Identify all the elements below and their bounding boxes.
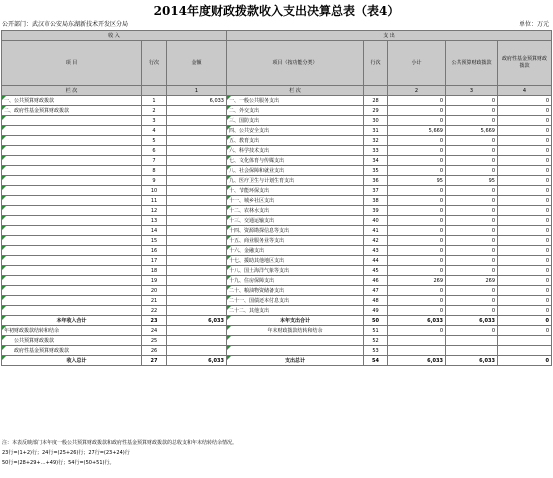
table-row <box>2 106 552 116</box>
income-rowno-cell: 7 <box>142 156 167 166</box>
gov-fund-cell: 0 <box>498 186 552 196</box>
public-budget-cell: 0 <box>446 116 498 126</box>
income-item-cell <box>2 296 142 306</box>
income-item-cell <box>2 206 142 216</box>
income-rowno-cell: 4 <box>142 126 167 136</box>
income-rowno-cell: 3 <box>142 116 167 126</box>
table-row <box>2 246 552 256</box>
expense-rowno-cell: 47 <box>364 286 388 296</box>
gov-fund-cell: 0 <box>498 106 552 116</box>
income-amount-cell <box>167 346 227 356</box>
public-budget-cell: 6,033 <box>446 316 498 326</box>
subtotal-cell: 5,669 <box>388 126 446 136</box>
income-amount-cell <box>167 286 227 296</box>
income-item-cell <box>2 196 142 206</box>
notes <box>2 438 550 468</box>
gov-fund-cell: 0 <box>498 176 552 186</box>
table-row <box>2 126 552 136</box>
public-budget-cell: 269 <box>446 276 498 286</box>
expense-rowno-cell: 53 <box>364 346 388 356</box>
income-rowno-cell: 11 <box>142 196 167 206</box>
table-row <box>2 216 552 226</box>
table-row <box>2 186 552 196</box>
subtotal-cell: 0 <box>388 306 446 316</box>
expense-rowno-cell: 34 <box>364 156 388 166</box>
column-index-label: 栏 次 <box>2 86 142 96</box>
gov-fund-cell: 0 <box>498 286 552 296</box>
subtotal-cell: 6,033 <box>388 356 446 366</box>
public-budget-cell: 0 <box>446 216 498 226</box>
income-item-cell <box>2 286 142 296</box>
income-amount-cell: 6,033 <box>167 316 227 326</box>
income-amount-cell <box>167 106 227 116</box>
expense-rowno-cell: 44 <box>364 256 388 266</box>
expense-item-cell: 二十、粮油物资储备支出 <box>227 286 364 296</box>
subtotal-cell: 0 <box>388 256 446 266</box>
expense-item-cell: 一、一般公共服务支出 <box>227 96 364 106</box>
expense-rowno-cell: 50 <box>364 316 388 326</box>
income-item-cell <box>2 226 142 236</box>
subtotal-cell: 0 <box>388 246 446 256</box>
total-row <box>2 356 552 366</box>
expense-rowno-cell: 49 <box>364 306 388 316</box>
expense-header: 支 出 <box>227 31 552 41</box>
income-rowno-cell: 26 <box>142 346 167 356</box>
income-rowno-cell: 25 <box>142 336 167 346</box>
income-amount-cell <box>167 116 227 126</box>
column-index-row <box>2 86 552 96</box>
table-row <box>2 306 552 316</box>
expense-item-header: 项目（按功能分类） <box>227 41 364 86</box>
expense-item-cell: 十四、资源勘探信息等支出 <box>227 226 364 236</box>
gov-fund-cell: 0 <box>498 216 552 226</box>
public-budget-cell <box>446 336 498 346</box>
total-row <box>2 326 552 336</box>
subtotal-cell: 0 <box>388 326 446 336</box>
expense-rowno-cell: 38 <box>364 196 388 206</box>
column-index-label-right: 栏 次 <box>227 86 364 96</box>
gov-fund-cell: 0 <box>498 326 552 336</box>
subtotal-cell: 0 <box>388 216 446 226</box>
public-budget-cell: 0 <box>446 266 498 276</box>
column-index-1: 1 <box>167 86 227 96</box>
income-amount-cell <box>167 256 227 266</box>
subtotal-cell: 95 <box>388 176 446 186</box>
public-budget-header: 公共预算财政拨款 <box>446 41 498 86</box>
expense-item-cell <box>227 336 364 346</box>
gov-fund-cell: 0 <box>498 256 552 266</box>
income-amount-cell <box>167 326 227 336</box>
expense-item-cell: 十、节能环保支出 <box>227 186 364 196</box>
gov-fund-cell <box>498 336 552 346</box>
income-amount-cell <box>167 246 227 256</box>
income-rowno-cell: 10 <box>142 186 167 196</box>
income-amount-cell <box>167 136 227 146</box>
expense-item-cell: 年末财政拨款结转和结余 <box>227 326 364 336</box>
income-amount-cell <box>167 186 227 196</box>
subtotal-cell: 0 <box>388 106 446 116</box>
gov-fund-cell: 0 <box>498 246 552 256</box>
income-item-cell <box>2 256 142 266</box>
income-rowno-cell: 8 <box>142 166 167 176</box>
note-line: 50行=(28+29+…+49)行；54行=(50+51)行。 <box>2 460 115 466</box>
public-budget-cell: 0 <box>446 206 498 216</box>
subtotal-cell: 0 <box>388 266 446 276</box>
table-row <box>2 286 552 296</box>
public-budget-cell: 0 <box>446 306 498 316</box>
table-row <box>2 176 552 186</box>
income-rowno-cell: 15 <box>142 236 167 246</box>
expense-item-cell: 十六、金融支出 <box>227 246 364 256</box>
expense-rowno-cell: 35 <box>364 166 388 176</box>
income-amount-cell <box>167 176 227 186</box>
public-budget-cell: 0 <box>446 96 498 106</box>
gov-fund-cell: 0 <box>498 266 552 276</box>
expense-rowno-cell: 45 <box>364 266 388 276</box>
total-row <box>2 336 552 346</box>
unit-label: 单位：万元 <box>518 21 549 28</box>
public-budget-cell: 0 <box>446 296 498 306</box>
income-amount-cell <box>167 306 227 316</box>
income-amount-cell <box>167 206 227 216</box>
income-amount-cell <box>167 216 227 226</box>
income-item-cell <box>2 236 142 246</box>
table-row <box>2 136 552 146</box>
column-index-4: 4 <box>498 86 552 96</box>
income-amount-cell: 6,033 <box>167 356 227 366</box>
public-budget-cell: 95 <box>446 176 498 186</box>
income-rowno-cell: 20 <box>142 286 167 296</box>
expense-rowno-cell: 36 <box>364 176 388 186</box>
expense-item-cell: 十八、国土海洋气象等支出 <box>227 266 364 276</box>
expense-item-cell: 支出总计 <box>227 356 364 366</box>
expense-rowno-cell: 30 <box>364 116 388 126</box>
income-rowno-header: 行次 <box>142 41 167 86</box>
subtotal-cell: 0 <box>388 206 446 216</box>
subtotal-cell: 0 <box>388 136 446 146</box>
department-label: 公开部门：武汉市公安局东湖新技术开发区分局 <box>2 21 129 28</box>
expense-rowno-header: 行次 <box>364 41 388 86</box>
income-amount-cell <box>167 276 227 286</box>
public-budget-cell: 0 <box>446 186 498 196</box>
public-budget-cell: 0 <box>446 256 498 266</box>
subtotal-cell: 0 <box>388 186 446 196</box>
public-budget-cell: 0 <box>446 156 498 166</box>
expense-rowno-cell: 39 <box>364 206 388 216</box>
income-rowno-cell: 21 <box>142 296 167 306</box>
income-item-cell <box>2 166 142 176</box>
table-row <box>2 116 552 126</box>
note-line: 23行=(1+2)行；24行=(25+26)行；27行=(23+24)行 <box>2 450 130 456</box>
income-amount-cell <box>167 146 227 156</box>
income-rowno-cell: 14 <box>142 226 167 236</box>
table-row <box>2 276 552 286</box>
income-amount-cell <box>167 166 227 176</box>
gov-fund-cell: 0 <box>498 236 552 246</box>
expense-rowno-cell: 51 <box>364 326 388 336</box>
expense-item-cell: 十七、援助其他地区支出 <box>227 256 364 266</box>
public-budget-cell: 0 <box>446 286 498 296</box>
expense-rowno-cell: 52 <box>364 336 388 346</box>
expense-rowno-cell: 29 <box>364 106 388 116</box>
public-budget-cell: 0 <box>446 226 498 236</box>
column-index-2: 2 <box>388 86 446 96</box>
subtotal-cell: 269 <box>388 276 446 286</box>
gov-fund-cell: 0 <box>498 316 552 326</box>
public-budget-cell: 0 <box>446 166 498 176</box>
report-title: 2014年度财政拨款收入支出决算总表（表4） <box>153 4 400 18</box>
gov-fund-header: 政府性基金预算财政拨款 <box>498 41 552 86</box>
income-item-cell <box>2 276 142 286</box>
expense-rowno-cell: 40 <box>364 216 388 226</box>
expense-rowno-cell: 48 <box>364 296 388 306</box>
subtotal-cell <box>388 346 446 356</box>
income-item-cell <box>2 126 142 136</box>
expense-item-cell: 本年支出合计 <box>227 316 364 326</box>
expense-rowno-cell: 54 <box>364 356 388 366</box>
table-row <box>2 146 552 156</box>
gov-fund-cell: 0 <box>498 126 552 136</box>
income-rowno-cell: 13 <box>142 216 167 226</box>
table-row <box>2 226 552 236</box>
income-item-cell: 本年收入合计 <box>2 316 142 326</box>
table-row <box>2 166 552 176</box>
income-rowno-cell: 23 <box>142 316 167 326</box>
income-item-cell <box>2 146 142 156</box>
expense-item-cell: 三、国防支出 <box>227 116 364 126</box>
gov-fund-cell: 0 <box>498 96 552 106</box>
subtotal-cell: 0 <box>388 96 446 106</box>
income-item-cell <box>2 136 142 146</box>
budget-table <box>1 30 552 366</box>
total-row <box>2 346 552 356</box>
subtotal-cell: 0 <box>388 196 446 206</box>
expense-item-cell: 二十一、国债还本付息支出 <box>227 296 364 306</box>
table-row <box>2 256 552 266</box>
table-row <box>2 156 552 166</box>
expense-item-cell: 二、外交支出 <box>227 106 364 116</box>
expense-item-cell: 六、科学技术支出 <box>227 146 364 156</box>
gov-fund-cell: 0 <box>498 156 552 166</box>
income-item-cell <box>2 216 142 226</box>
income-item-cell <box>2 186 142 196</box>
income-rowno-cell: 12 <box>142 206 167 216</box>
expense-item-cell: 五、教育支出 <box>227 136 364 146</box>
income-amount-cell <box>167 126 227 136</box>
expense-item-cell: 十五、商业服务业等支出 <box>227 236 364 246</box>
public-budget-cell: 0 <box>446 136 498 146</box>
expense-rowno-cell: 28 <box>364 96 388 106</box>
income-item-cell: 公共预算财政拨款 <box>2 336 142 346</box>
income-rowno-cell: 22 <box>142 306 167 316</box>
income-item-cell <box>2 116 142 126</box>
income-amount-cell <box>167 296 227 306</box>
subtotal-cell <box>388 336 446 346</box>
expense-item-cell: 二十二、其他支出 <box>227 306 364 316</box>
expense-item-cell: 八、社会保障和就业支出 <box>227 166 364 176</box>
income-item-cell <box>2 156 142 166</box>
gov-fund-cell: 0 <box>498 206 552 216</box>
income-item-cell <box>2 176 142 186</box>
public-budget-cell: 6,033 <box>446 356 498 366</box>
table-row <box>2 296 552 306</box>
expense-rowno-cell: 41 <box>364 226 388 236</box>
income-rowno-cell: 2 <box>142 106 167 116</box>
table-row <box>2 96 552 106</box>
gov-fund-cell: 0 <box>498 306 552 316</box>
income-rowno-cell: 27 <box>142 356 167 366</box>
note-line: 注：本表反映部门本年度一般公共预算财政拨款和政府性基金预算财政拨款的总收支和年末结转结余情况。 <box>2 440 238 446</box>
income-item-cell: 年初财政拨款结转和结余 <box>2 326 142 336</box>
income-amount-cell <box>167 266 227 276</box>
public-budget-cell: 0 <box>446 236 498 246</box>
gov-fund-cell: 0 <box>498 276 552 286</box>
income-rowno-cell: 19 <box>142 276 167 286</box>
public-budget-cell: 0 <box>446 146 498 156</box>
income-item-cell <box>2 246 142 256</box>
public-budget-cell: 0 <box>446 196 498 206</box>
expense-rowno-cell: 33 <box>364 146 388 156</box>
subtotal-cell: 0 <box>388 296 446 306</box>
public-budget-cell: 0 <box>446 246 498 256</box>
income-rowno-cell: 9 <box>142 176 167 186</box>
gov-fund-cell: 0 <box>498 196 552 206</box>
subtotal-cell: 0 <box>388 166 446 176</box>
table-row <box>2 266 552 276</box>
expense-item-cell: 七、文化体育与传媒支出 <box>227 156 364 166</box>
income-rowno-cell: 18 <box>142 266 167 276</box>
income-amount-cell <box>167 156 227 166</box>
gov-fund-cell: 0 <box>498 136 552 146</box>
public-budget-cell: 0 <box>446 106 498 116</box>
income-item-cell: 政府性基金预算财政拨款 <box>2 346 142 356</box>
expense-item-cell: 十一、城乡社区支出 <box>227 196 364 206</box>
income-amount-cell <box>167 236 227 246</box>
income-item-cell <box>2 306 142 316</box>
income-item-cell: 一、公共预算财政拨款 <box>2 96 142 106</box>
expense-rowno-cell: 32 <box>364 136 388 146</box>
table-row <box>2 196 552 206</box>
subtotal-header: 小计 <box>388 41 446 86</box>
subtotal-cell: 0 <box>388 146 446 156</box>
subtotal-cell: 0 <box>388 116 446 126</box>
expense-item-cell: 十二、农林水支出 <box>227 206 364 216</box>
expense-rowno-cell: 43 <box>364 246 388 256</box>
gov-fund-cell: 0 <box>498 146 552 156</box>
subtotal-cell: 0 <box>388 236 446 246</box>
subtotal-cell: 0 <box>388 286 446 296</box>
expense-rowno-cell: 37 <box>364 186 388 196</box>
income-rowno-cell: 5 <box>142 136 167 146</box>
expense-item-cell: 十三、交通运输支出 <box>227 216 364 226</box>
expense-item-cell <box>227 346 364 356</box>
income-amount-cell: 6,033 <box>167 96 227 106</box>
table-row <box>2 236 552 246</box>
income-item-cell: 二、政府性基金预算财政拨款 <box>2 106 142 116</box>
header-group-row <box>2 31 552 41</box>
gov-fund-cell: 0 <box>498 226 552 236</box>
subtotal-cell: 6,033 <box>388 316 446 326</box>
gov-fund-cell: 0 <box>498 166 552 176</box>
public-budget-cell: 0 <box>446 326 498 336</box>
public-budget-cell <box>446 346 498 356</box>
income-amount-cell <box>167 226 227 236</box>
gov-fund-cell: 0 <box>498 296 552 306</box>
income-amount-cell <box>167 196 227 206</box>
expense-item-cell: 四、公共安全支出 <box>227 126 364 136</box>
income-item-cell <box>2 266 142 276</box>
gov-fund-cell <box>498 346 552 356</box>
table-row <box>2 206 552 216</box>
income-rowno-cell: 6 <box>142 146 167 156</box>
income-item-header: 项 目 <box>2 41 142 86</box>
income-rowno-cell: 16 <box>142 246 167 256</box>
subtotal-cell: 0 <box>388 226 446 236</box>
expense-item-cell: 十九、住房保障支出 <box>227 276 364 286</box>
income-item-cell: 收入总计 <box>2 356 142 366</box>
expense-rowno-cell: 46 <box>364 276 388 286</box>
header-columns-row <box>2 41 552 86</box>
income-rowno-cell: 17 <box>142 256 167 266</box>
expense-rowno-cell: 42 <box>364 236 388 246</box>
gov-fund-cell: 0 <box>498 116 552 126</box>
total-row <box>2 316 552 326</box>
expense-item-cell: 九、医疗卫生与计划生育支出 <box>227 176 364 186</box>
income-rowno-cell: 24 <box>142 326 167 336</box>
income-amount-cell <box>167 336 227 346</box>
income-header: 收 入 <box>2 31 227 41</box>
public-budget-cell: 5,669 <box>446 126 498 136</box>
column-index-3: 3 <box>446 86 498 96</box>
gov-fund-cell: 0 <box>498 356 552 366</box>
income-amount-header: 金额 <box>167 41 227 86</box>
income-rowno-cell: 1 <box>142 96 167 106</box>
subtotal-cell: 0 <box>388 156 446 166</box>
expense-rowno-cell: 31 <box>364 126 388 136</box>
